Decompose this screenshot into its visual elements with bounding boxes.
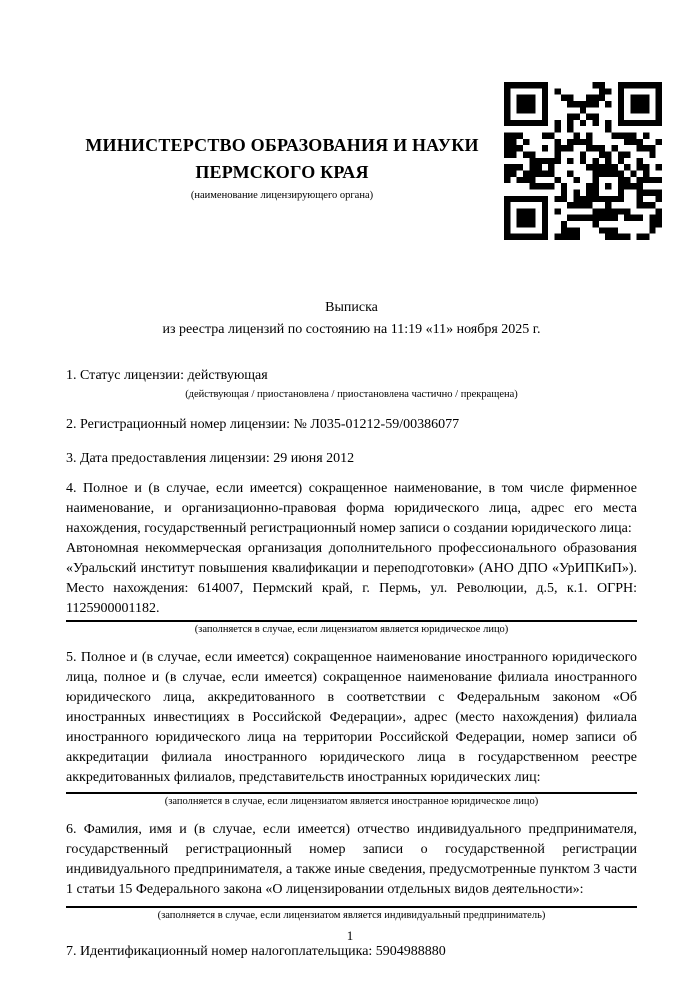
document-header [66,82,637,240]
fill-in-rule [66,906,637,908]
legal-entity-value: Автономная некоммерческая организация дополнительного профессионального образования «Уральский институт повышения квалификации и переподготовки» (АНО ДПО «УрИПКиП»). Место нахождения: 614007, Пермский край, г. Пермь, ул. Революции, д.5, к.1. ОГРН: 1125900001182. [66,541,637,616]
section-grant-date [66,449,637,469]
extract-title: Выписка [325,300,378,315]
license-status-options-caption: (действующая / приостановлена / приостановлена частично / прекращена) [185,389,518,400]
section-registration-number [66,415,637,435]
fill-in-rule [66,620,637,622]
qr-code [504,82,662,240]
legal-entity-caption: (заполняется в случае, если лицензиатом является юридическое лицо) [194,624,509,635]
section-legal-entity [66,479,637,636]
registration-number-text: 2. Регистрационный номер лицензии: № Л035-01212-59/00386077 [66,417,460,432]
foreign-entity-caption: (заполняется в случае, если лицензиатом является иностранное юридическое лицо) [164,796,539,807]
section-individual-entrepreneur [66,820,637,922]
individual-entrepreneur-caption: (заполняется в случае, если лицензиатом является индивидуальный предприниматель) [157,910,546,921]
licensing-authority-block [66,82,498,202]
ministry-name [66,132,498,186]
foreign-entity-description: 5. Полное и (в случае, если имеется) сокращенное наименование иностранного юридического лица, полное и (в случае, если имеется) сокращенное наименование филиала иностранного юридического лица, аккредитованного в соответствии с Федеральным законом «Об иностранных инвестициях в Российской Федерации», адрес (место нахождения) филиала иностранного юридического лица на территории Российской Федерации, номер записи об аккредитации филиала иностранного юридического лица в государственном реестре аккредитованных филиалов, представительств иностранных юридических лиц: [66,650,637,785]
section-taxpayer-number [66,942,637,962]
ministry-name-line2: ПЕРМСКОГО КРАЯ [195,162,369,182]
licensing-authority-caption: (наименование лицензирующего органа) [190,190,374,201]
grant-date-text: 3. Дата предоставления лицензии: 29 июня 2012 [66,451,355,466]
legal-entity-description: 4. Полное и (в случае, если имеется) сокращенное наименование, в том числе фирменное наименование, и организационно-правовая форма юридического лица, адрес его места нахождения, государственный регистрационный номер записи о создании юридического лица: [66,481,637,536]
taxpayer-number-text: 7. Идентификационный номер налогоплательщика: 5904988880 [66,944,446,959]
extract-subtitle: из реестра лицензий по состоянию на 11:19 «11» ноября 2025 г. [162,322,541,337]
section-license-status [66,366,637,401]
ministry-name-line1: МИНИСТЕРСТВО ОБРАЗОВАНИЯ И НАУКИ [85,135,479,155]
page-number: 1 [346,928,354,943]
section-foreign-entity [66,648,637,808]
extract-title-block [66,297,637,341]
page-footer [0,928,700,944]
license-status-text: 1. Статус лицензии: действующая [66,368,268,383]
fill-in-rule [66,792,637,794]
individual-entrepreneur-description: 6. Фамилия, имя и (в случае, если имеется) отчество индивидуального предпринимателя, государственный регистрационный номер записи о государственной регистрации индивидуального предпринимателя, а также иные сведения, предусмотренные пунктом 3 части 1 статьи 15 Федерального закона «О лицензировании отдельных видов деятельности»: [66,822,637,897]
